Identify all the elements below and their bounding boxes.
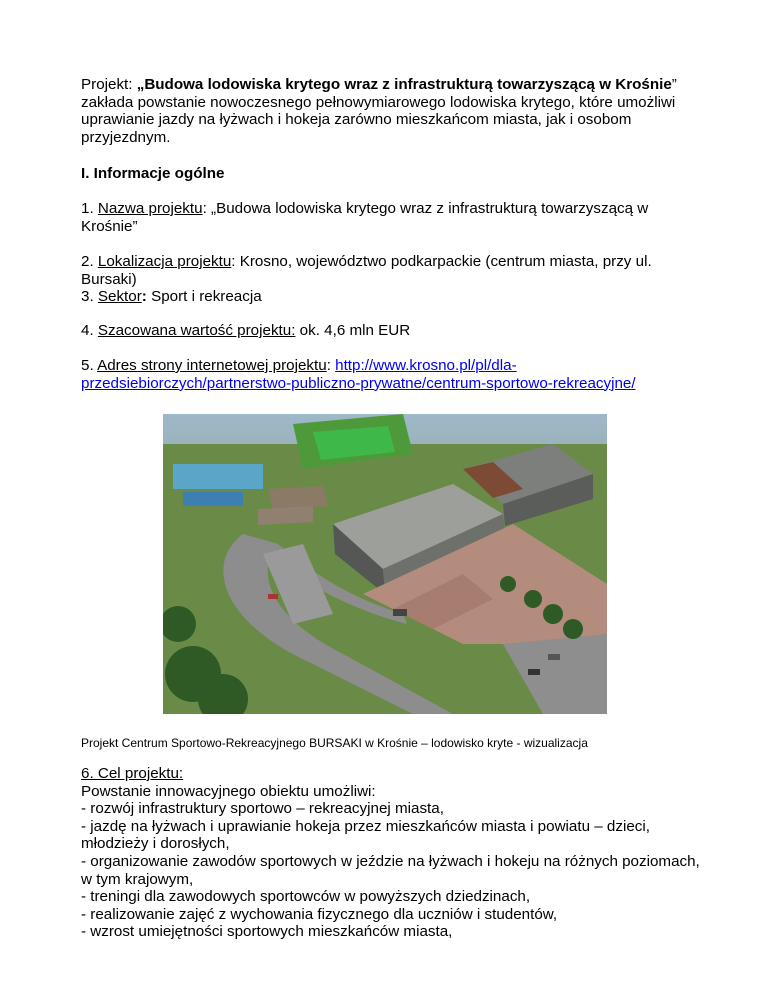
intro-prefix: Projekt: bbox=[81, 76, 137, 93]
project-goal-section bbox=[81, 765, 701, 941]
goal-bullet: - jazdę na łyżwach i uprawianie hokeja przez mieszkańców miasta i powiatu – dzieci, młodzieży i dorosłych, bbox=[81, 817, 650, 853]
intro-paragraph bbox=[81, 76, 701, 146]
info-item-sector bbox=[81, 288, 701, 306]
image-caption: Projekt Centrum Sportowo-Rekreacyjnego BURSAKI w Krośnie – lodowisko kryte - wizualizacja bbox=[81, 736, 588, 750]
section-title: I. Informacje ogólne bbox=[81, 165, 225, 182]
goal-bullet: - wzrost umiejętności sportowych mieszkańców miasta, bbox=[81, 923, 453, 941]
goal-bullet: - treningi dla zawodowych sportowców w powyższych dziedzinach, bbox=[81, 888, 531, 906]
item-label: Szacowana wartość projektu: bbox=[97, 322, 296, 339]
item-number: 2. bbox=[81, 253, 98, 270]
item-separator: : bbox=[231, 253, 240, 270]
item-label: Sektor bbox=[97, 288, 142, 305]
goal-title-text: 6. Cel projektu: bbox=[81, 765, 184, 782]
intro-project-title: „Budowa lodowiska krytego wraz z infrastrukturą towarzyszącą w Krośnie bbox=[136, 76, 672, 93]
item-number: 5. bbox=[81, 357, 98, 374]
item-label: Lokalizacja projektu bbox=[97, 253, 232, 270]
item-value: ok. 4,6 mln EUR bbox=[299, 322, 411, 339]
item-value: „Budowa lodowiska krytego wraz z infrastrukturą towarzyszącą w Krośnie” bbox=[81, 200, 649, 235]
info-item-name bbox=[81, 200, 701, 235]
goal-bullet: - rozwój infrastruktury sportowo – rekreacyjnej miasta, bbox=[81, 800, 444, 818]
visualization-illustration bbox=[163, 414, 607, 714]
info-item-location bbox=[81, 253, 701, 288]
goal-bullet: - organizowanie zawodów sportowych w jeździe na łyżwach i hokeju na różnych poziomach, w tym krajowym, bbox=[81, 852, 700, 888]
project-website-link[interactable]: http://www.krosno.pl/pl/dla-przedsiebiorczych/partnerstwo-publiczno-prywatne/centrum-sportowo-rekreacyjne/ bbox=[81, 357, 636, 392]
goal-title bbox=[81, 765, 701, 783]
item-label: Nazwa projektu bbox=[97, 200, 203, 217]
item-number: 4. bbox=[81, 322, 98, 339]
goal-bullet: - realizowanie zajęć z wychowania fizycznego dla uczniów i studentów, bbox=[81, 905, 558, 923]
item-separator: : bbox=[141, 288, 152, 305]
item-label: Adres strony internetowej projektu bbox=[97, 357, 327, 374]
info-item-value bbox=[81, 322, 701, 340]
item-number: 1. bbox=[81, 200, 98, 217]
goal-lead: Powstanie innowacyjnego obiektu umożliwi: bbox=[81, 782, 376, 800]
item-separator: : bbox=[202, 200, 212, 217]
item-value: Sport i rekreacja bbox=[151, 288, 262, 305]
intro-description: ” zakłada powstanie nowoczesnego pełnowymiarowego lodowiska krytego, które umożliwi uprawianie jazdy na łyżwach i hokeja zarówno mieszkańcom miasta, jak i osobom przyjezdnym. bbox=[81, 76, 677, 146]
item-value: Krosno, województwo podkarpackie (centrum miasta, przy ul. Bursaki) bbox=[81, 253, 652, 288]
item-separator: : bbox=[326, 357, 336, 374]
project-visualization-image bbox=[163, 414, 607, 714]
info-item-website bbox=[81, 357, 701, 392]
item-number: 3. bbox=[81, 288, 98, 305]
